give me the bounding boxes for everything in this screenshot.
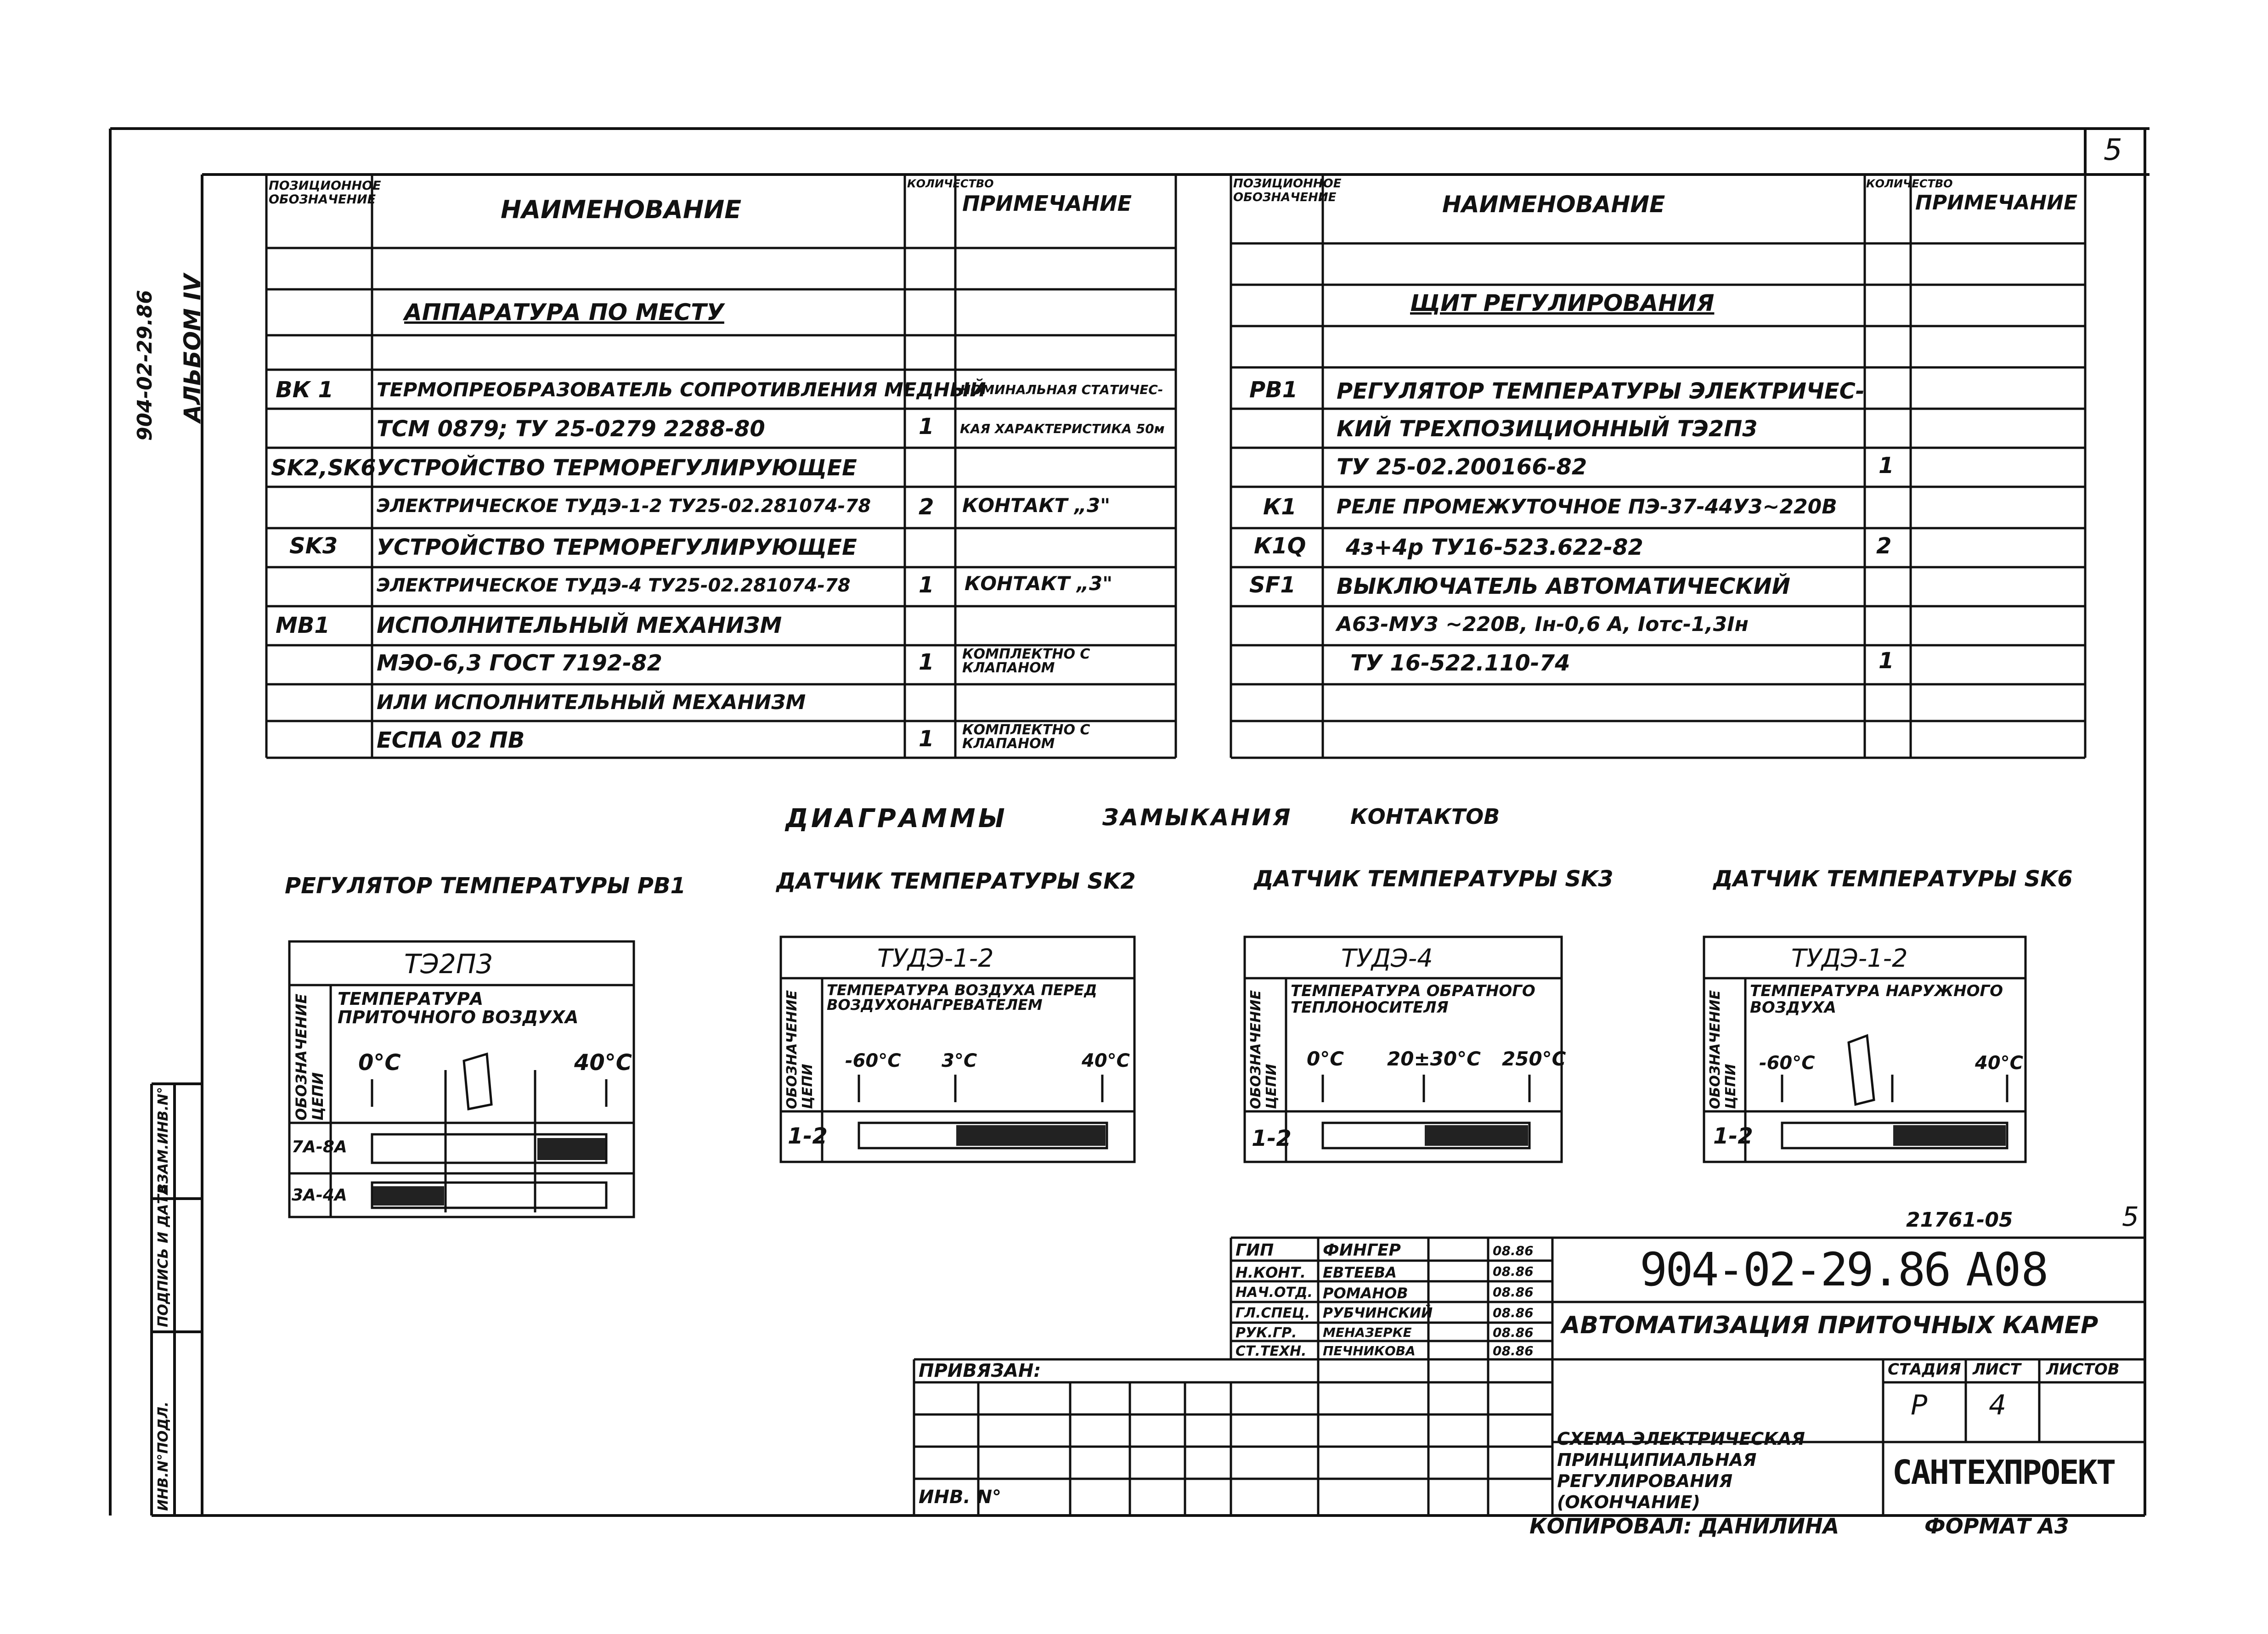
right-row-name: 4з+4р ТУ16-523.622-82 (1346, 535, 1643, 560)
contact-closed-bar (1425, 1125, 1528, 1146)
diagram-caption: ДАТЧИК ТЕМПЕРАТУРЫ SK3 (1254, 866, 1614, 892)
left-header-qty: КОЛИЧЕСТВО (907, 177, 994, 190)
diagram-scale: 40°С (1975, 1053, 2024, 1074)
diagram-circuit-header: ОБОЗНАЧЕНИЕ ЦЕПИ (1707, 990, 1739, 1109)
diagram-circuit: 1-2 (1252, 1126, 1292, 1151)
diagram-caption: ДАТЧИК ТЕМПЕРАТУРЫ SK6 (1713, 866, 2073, 892)
signer-role: СТ.ТЕХН. (1236, 1343, 1307, 1359)
right-header-name: НАИМЕНОВАНИЕ (1442, 191, 1665, 218)
left-row-pos: SK2,SK6 (271, 455, 376, 481)
diagram-device: ТЭ2П3 (404, 948, 493, 980)
left-row-pos: ВК 1 (276, 377, 333, 403)
doc-code: 904-02-29.86 (1640, 1243, 1950, 1296)
right-row-qty: 2 (1876, 533, 1892, 559)
set-mark: А08 (1966, 1243, 2049, 1296)
sheets-header: ЛИСТОВ (2046, 1360, 2120, 1379)
left-row-name: ЭЛЕКТРИЧЕСКОЕ ТУДЭ-4 ТУ25-02.281074-78 (377, 575, 851, 596)
inv-label: ИНВ. N° (919, 1487, 1002, 1508)
right-row-pos: К1 (1263, 494, 1297, 520)
signer-name: ПЕЧНИКОВА (1323, 1343, 1416, 1358)
right-header-qty: КОЛИЧЕСТВО (1866, 177, 1953, 190)
signer-name: ЕВТЕЕВА (1323, 1264, 1397, 1281)
diagram-circuit-header: ОБОЗНАЧЕНИЕ ЦЕПИ (293, 993, 327, 1121)
diagram-scale: 20±30°С (1387, 1048, 1481, 1070)
side-album: АЛЬБОМ IV (179, 274, 206, 423)
privyazan-label: ПРИВЯЗАН: (919, 1360, 1041, 1381)
signer-date: 08.86 (1493, 1243, 1534, 1258)
left-row-pos: SK3 (289, 533, 338, 559)
signer-name: РУБЧИНСКИЙ (1323, 1305, 1433, 1321)
diagram-device: ТУДЭ-1-2 (877, 944, 994, 973)
side-signature-date: ПОДПИСЬ И ДАТА (155, 1183, 171, 1327)
left-row-name: ИСПОЛНИТЕЛЬНЫЙ МЕХАНИЗМ (377, 613, 782, 638)
right-section-title: ЩИТ РЕГУЛИРОВАНИЯ (1410, 290, 1715, 316)
left-row-name: УСТРОЙСТВО ТЕРМОРЕГУЛИРУЮЩЕЕ (377, 455, 857, 481)
signer-name: МЕНАЗЕРКЕ (1323, 1325, 1412, 1340)
left-row-qty: 1 (919, 572, 934, 598)
right-row-qty: 1 (1879, 648, 1894, 674)
signer-role: Н.КОНТ. (1236, 1264, 1306, 1281)
right-row-name: ТУ 25-02.200166-82 (1337, 454, 1587, 480)
right-row-name: ТУ 16-522.110-74 (1350, 650, 1570, 676)
right-header-pos: ПОЗИЦИОННОЕ ОБОЗНАЧЕНИЕ (1233, 177, 1342, 204)
diagram-circuit: 7А-8А (292, 1138, 347, 1156)
sheet-value: 4 (1989, 1389, 2007, 1421)
signer-date: 08.86 (1493, 1264, 1534, 1279)
signer-name: РОМАНОВ (1323, 1285, 1408, 1302)
left-row-name: УСТРОЙСТВО ТЕРМОРЕГУЛИРУЮЩЕЕ (377, 535, 857, 560)
right-row-qty: 1 (1879, 453, 1894, 479)
signer-role: ГИП (1236, 1241, 1274, 1260)
signer-role: ГЛ.СПЕЦ. (1236, 1305, 1310, 1321)
left-row-note: КОНТАКТ „3" (965, 572, 1113, 595)
contact-closed-bar (373, 1186, 444, 1206)
left-row-note: КОМПЛЕКТНО С КЛАПАНОМ (962, 722, 1090, 752)
right-header-note: ПРИМЕЧАНИЕ (1915, 191, 2078, 214)
right-row-name: РЕЛЕ ПРОМЕЖУТОЧНОЕ ПЭ-37-44У3~220В (1337, 495, 1837, 518)
format-label: ФОРМАТ А3 (1924, 1514, 2069, 1538)
diagram-device: ТУДЭ-1-2 (1791, 944, 1908, 973)
diagram-scale: 250°С (1502, 1048, 1566, 1070)
right-row-pos: К1Q (1254, 533, 1306, 559)
diagram-circuit: 3А-4А (292, 1186, 347, 1205)
diagram-circuit-header: ОБОЗНАЧЕНИЕ ЦЕПИ (1248, 990, 1280, 1109)
diagram-circuit-header: ОБОЗНАЧЕНИЕ ЦЕПИ (784, 990, 816, 1109)
sheet-header: ЛИСТ (1973, 1360, 2021, 1379)
right-row-name: ВЫКЛЮЧАТЕЛЬ АВТОМАТИЧЕСКИЙ (1337, 574, 1790, 599)
left-row-name: ИЛИ ИСПОЛНИТЕЛЬНЫЙ МЕХАНИЗМ (377, 691, 806, 714)
left-header-name: НАИМЕНОВАНИЕ (501, 195, 742, 224)
diagram-param: ТЕМПЕРАТУРА ПРИТОЧНОГО ВОЗДУХА (338, 989, 579, 1027)
diagram-param: ТЕМПЕРАТУРА ВОЗДУХА ПЕРЕД ВОЗДУХОНАГРЕВАТЕЛЕМ (827, 981, 1097, 1014)
left-row-name: ЕСПА 02 ПВ (377, 727, 525, 753)
signer-date: 08.86 (1493, 1305, 1534, 1320)
diagrams-title-3: КОНТАКТОВ (1350, 804, 1500, 829)
left-header-pos: ПОЗИЦИОННОЕ ОБОЗНАЧЕНИЕ (269, 179, 381, 207)
diagrams-title-1: ДИАГРАММЫ (785, 804, 1008, 834)
sheet-mark: 5 (2122, 1201, 2139, 1232)
signer-date: 08.86 (1493, 1285, 1534, 1300)
diagram-scale: 3°С (942, 1050, 977, 1071)
signer-date: 08.86 (1493, 1343, 1534, 1358)
diagram-circuit: 1-2 (1713, 1123, 1753, 1149)
stage-header: СТАДИЯ (1888, 1360, 1961, 1379)
diagram-circuit: 1-2 (788, 1123, 828, 1149)
side-doc-code: 904-02-29.86 (133, 290, 157, 441)
right-row-name: КИЙ ТРЕХПОЗИЦИОННЫЙ ТЭ2П3 (1337, 416, 1758, 442)
right-row-name: А63-МУ3 ~220В, Iн-0,6 А, Iотс-1,3Iн (1337, 613, 1749, 636)
left-row-note: КОМПЛЕКТНО С КЛАПАНОМ (962, 646, 1090, 676)
signer-name: ФИНГЕР (1323, 1241, 1401, 1260)
contact-closed-bar (1893, 1125, 2006, 1146)
contact-closed-bar (537, 1138, 605, 1160)
right-row-pos: РВ1 (1249, 377, 1298, 403)
signer-role: НАЧ.ОТД. (1236, 1285, 1313, 1301)
left-row-qty: 2 (919, 494, 934, 520)
diagrams-title-2: ЗАМЫКАНИЯ (1102, 804, 1292, 831)
diagram-scale: 40°С (574, 1050, 632, 1076)
diagram-scale: 0°С (358, 1050, 401, 1076)
left-row-qty: 1 (919, 649, 934, 675)
left-row-note: НОМИНАЛЬНАЯ СТАТИЧЕС- (960, 382, 1163, 397)
left-section-title: АППАРАТУРА ПО МЕСТУ (404, 299, 724, 326)
diagram-scale: 40°С (1082, 1050, 1130, 1071)
left-row-name: ЭЛЕКТРИЧЕСКОЕ ТУДЭ-1-2 ТУ25-02.281074-78 (377, 496, 871, 517)
left-row-pos: МВ1 (276, 613, 330, 638)
sheet-title: СХЕМА ЭЛЕКТРИЧЕСКАЯ ПРИНЦИПИАЛЬНАЯ РЕГУЛИРОВАНИЯ (ОКОНЧАНИЕ) (1557, 1429, 1805, 1512)
copied-by: КОПИРОВАЛ: ДАНИЛИНА (1529, 1514, 1839, 1538)
left-row-qty: 1 (919, 414, 934, 439)
diagram-param: ТЕМПЕРАТУРА НАРУЖНОГО ВОЗДУХА (1750, 982, 2003, 1017)
left-row-name: МЭО-6,3 ГОСТ 7192-82 (377, 650, 662, 676)
left-row-name: ТСМ 0879; ТУ 25-0279 2288-80 (377, 416, 765, 442)
sheet-number: 5 (2104, 133, 2122, 167)
diagram-caption: РЕГУЛЯТОР ТЕМПЕРАТУРЫ РВ1 (285, 873, 686, 899)
inv-number: 21761-05 (1906, 1208, 2013, 1232)
signer-date: 08.86 (1493, 1325, 1534, 1340)
project-title: АВТОМАТИЗАЦИЯ ПРИТОЧНЫХ КАМЕР (1562, 1312, 2099, 1339)
org-name: САНТЕХПРОЕКТ (1892, 1453, 2115, 1492)
right-row-pos: SF1 (1249, 572, 1296, 598)
side-replaced-inv: ВЗАМ.ИНВ.N° (155, 1087, 171, 1194)
diagram-caption: ДАТЧИК ТЕМПЕРАТУРЫ SK2 (776, 868, 1136, 894)
contact-closed-bar (956, 1125, 1106, 1146)
diagram-scale: -60°С (1759, 1053, 1815, 1074)
diagram-scale: -60°С (845, 1050, 901, 1071)
stage-value: Р (1911, 1389, 1928, 1421)
left-row-name: ТЕРМОПРЕОБРАЗОВАТЕЛЬ СОПРОТИВЛЕНИЯ МЕДНЫЙ (377, 378, 986, 401)
left-row-note: КАЯ ХАРАКТЕРИСТИКА 50м (960, 421, 1165, 436)
left-row-qty: 1 (919, 726, 934, 752)
signer-role: РУК.ГР. (1236, 1325, 1297, 1341)
diagram-param: ТЕМПЕРАТУРА ОБРАТНОГО ТЕПЛОНОСИТЕЛЯ (1291, 982, 1535, 1017)
side-inv-original: ИНВ.N°ПОДЛ. (155, 1401, 171, 1511)
right-row-name: РЕГУЛЯТОР ТЕМПЕРАТУРЫ ЭЛЕКТРИЧЕС- (1337, 378, 1865, 404)
left-header-note: ПРИМЕЧАНИЕ (962, 191, 1132, 216)
left-row-note: КОНТАКТ „3" (962, 494, 1111, 517)
diagram-scale: 0°С (1307, 1048, 1344, 1070)
diagram-device: ТУДЭ-4 (1341, 944, 1433, 973)
